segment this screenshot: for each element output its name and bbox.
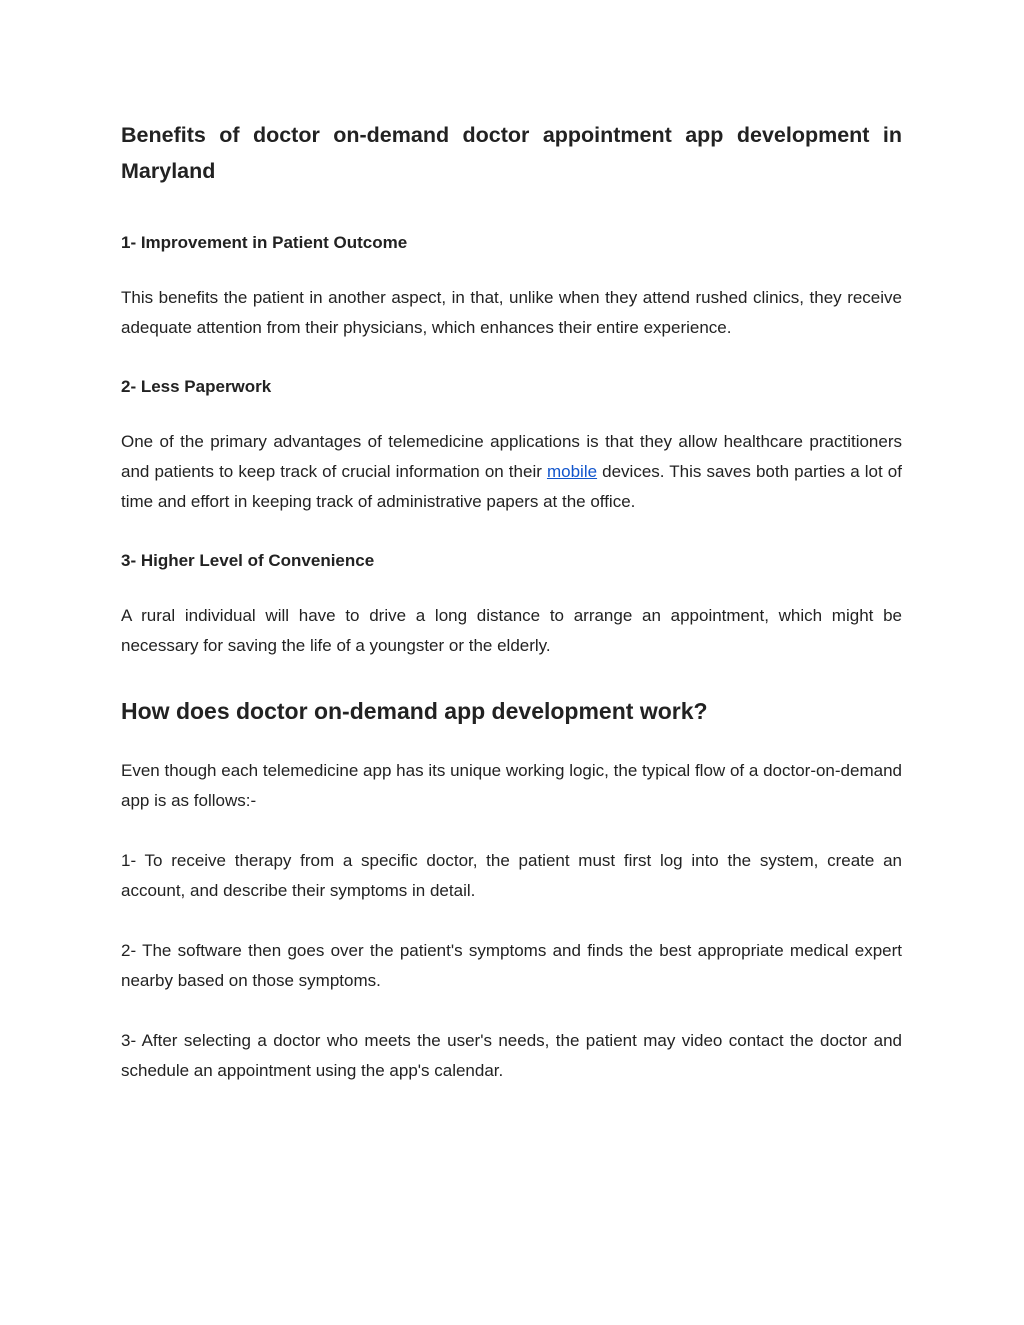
benefit-1-paragraph: This benefits the patient in another aspect, in that, unlike when they attend rushed clinics, they receive adequate attention from their physicians, which enhances their entire experience. — [121, 288, 902, 337]
benefit-2-heading: 2- Less Paperwork — [121, 377, 272, 396]
how-it-works-intro: Even though each telemedicine app has its unique working logic, the typical flow of a doctor-on-demand app is as follows:- — [121, 761, 902, 810]
benefit-2-paragraph — [121, 427, 902, 517]
document-page — [121, 117, 902, 1086]
benefit-2-text-after-link: devices. This saves both parties a lot of time and effort in keeping track of administrative papers at the office. — [121, 462, 902, 511]
step-2-paragraph: 2- The software then goes over the patient's symptoms and finds the best appropriate medical expert nearby based on those symptoms. — [121, 941, 902, 990]
benefit-3-paragraph: A rural individual will have to drive a long distance to arrange an appointment, which might be necessary for saving the life of a youngster or the elderly. — [121, 606, 902, 655]
step-1-paragraph: 1- To receive therapy from a specific doctor, the patient must first log into the system, create an account, and describe their symptoms in detail. — [121, 851, 902, 900]
step-3-paragraph: 3- After selecting a doctor who meets the user's needs, the patient may video contact the doctor and schedule an appointment using the app's calendar. — [121, 1031, 902, 1080]
benefit-1-heading: 1- Improvement in Patient Outcome — [121, 233, 408, 252]
how-it-works-heading: How does doctor on-demand app development work? — [121, 698, 708, 724]
benefit-2-text-before-link: One of the primary advantages of telemedicine applications is that they allow healthcare practitioners and patients to keep track of crucial information on their — [121, 432, 902, 481]
mobile-link[interactable]: mobile — [546, 462, 598, 481]
benefit-3-heading: 3- Higher Level of Convenience — [121, 551, 375, 570]
document-title: Benefits of doctor on-demand doctor appointment app development in Maryland — [121, 123, 902, 183]
